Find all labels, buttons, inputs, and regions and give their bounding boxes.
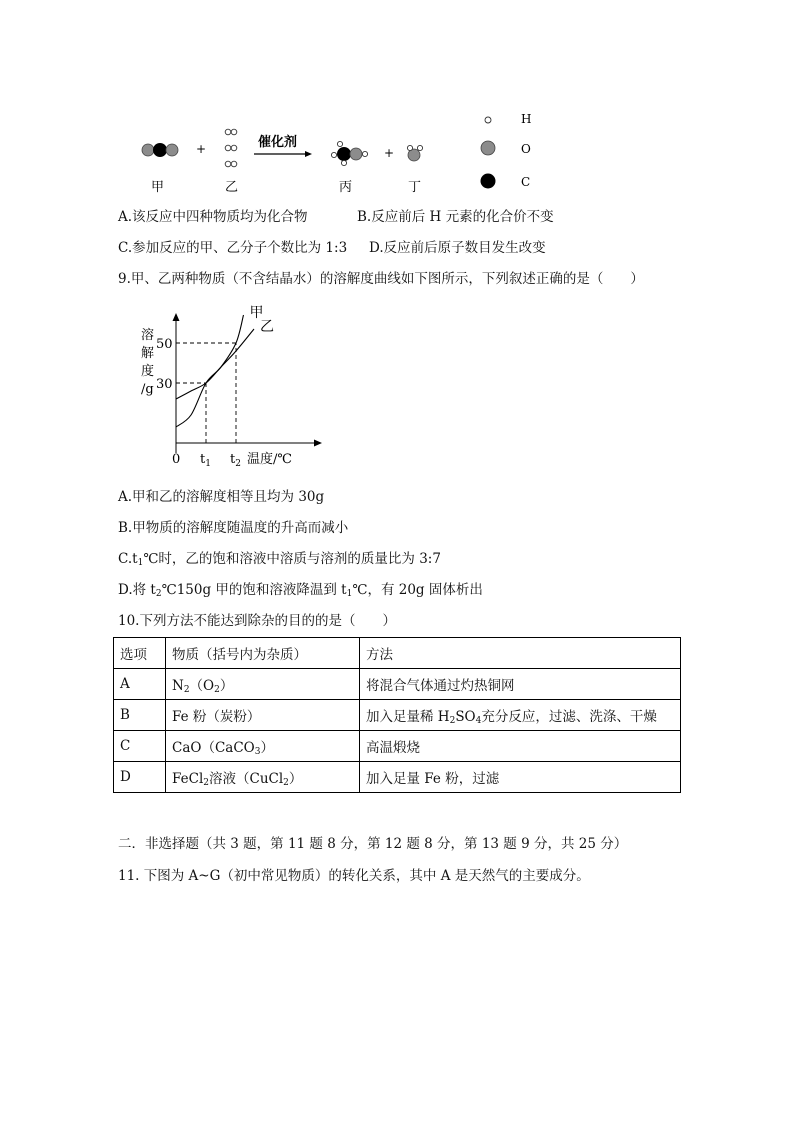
- reaction-diagram: [0, 100, 794, 200]
- table-row: [114, 669, 681, 700]
- y-tick-label: 50: [156, 337, 173, 352]
- catalyst-label: 催化剂: [258, 135, 298, 150]
- q8-option-c: C.参加反应的甲、乙分子个数比为 1:3: [118, 240, 348, 256]
- cell-method: 加入足量 Fe 粉，过滤: [360, 762, 681, 793]
- cell-method: 高温煅烧: [360, 731, 681, 762]
- label-yi: 乙: [225, 180, 239, 195]
- cell-method: 将混合气体通过灼热铜网: [360, 669, 681, 700]
- gray-atom-icon: [481, 141, 495, 155]
- black-atom-icon: [481, 174, 496, 189]
- plus-sign-2: +: [384, 146, 395, 160]
- cell-option: D: [114, 762, 166, 793]
- x-tick-subscript: 2: [235, 459, 241, 469]
- cell-substance: CaO（CaCO$_3$）: [166, 731, 360, 762]
- q11-stem: 11. 下图为 A~G（初中常见物质）的转化关系，其中 A 是天然气的主要成分。: [118, 868, 590, 884]
- legend-symbol-o: O: [521, 142, 531, 156]
- atom-legend: [481, 112, 532, 189]
- small-white-atom-icon: [485, 117, 491, 123]
- table-row: [114, 762, 681, 793]
- origin-label: 0: [172, 452, 181, 467]
- y-tick-label: 30: [156, 377, 173, 392]
- molecule-ding: [407, 145, 422, 161]
- q8-option-d: D.反应前后原子数目发生改变: [369, 240, 546, 256]
- series-line-2: [176, 329, 254, 399]
- y-axis-label-part: 度: [141, 364, 155, 379]
- cell-substance: Fe 粉（炭粉）: [166, 700, 360, 731]
- x-axis-label: 温度/℃: [247, 452, 292, 467]
- label-bing: 丙: [339, 180, 353, 195]
- label-jia: 甲: [151, 180, 165, 195]
- cell-method: 加入足量稀 $H_2SO_4$充分反应，过滤、洗涤、干燥: [360, 700, 681, 731]
- series-label-1: 甲: [249, 305, 264, 321]
- q10-table: [113, 637, 681, 793]
- table-row: [114, 700, 681, 731]
- x-tick-subscript: 1: [205, 459, 211, 469]
- cell-option: C: [114, 731, 166, 762]
- y-axis-arrow: [173, 313, 180, 321]
- series-label-2: 乙: [260, 319, 274, 335]
- section-2-heading: 二．非选择题（共 3 题，第 11 题 8 分，第 12 题 8 分，第 13 题 9 分，共 25 分）: [118, 836, 628, 852]
- q9-option-b: B.甲物质的溶解度随温度的升高而减小: [118, 520, 349, 536]
- label-ding: 丁: [408, 180, 422, 195]
- molecule-jia: [142, 143, 178, 157]
- q9-option-a: A.甲和乙的溶解度相等且均为 30g: [118, 489, 325, 505]
- y-axis-label-part: /g: [141, 382, 154, 397]
- cell-option: A: [114, 669, 166, 700]
- cell-substance: $N_2(O_2)$: [166, 669, 360, 700]
- cell-option: B: [114, 700, 166, 731]
- q8-option-a: A.该反应中四种物质均为化合物: [118, 209, 308, 225]
- header-option: 选项: [114, 638, 166, 669]
- cell-substance: FeCl$_2$溶液（CuCl$_2$）: [166, 762, 360, 793]
- series-line-1: [176, 315, 244, 427]
- x-tick-label: $t_1$: [200, 452, 211, 469]
- table-row: [114, 731, 681, 762]
- legend-symbol-h: H: [521, 112, 532, 126]
- header-method: 方法: [360, 638, 681, 669]
- q9-option-d: D.将 $t_2℃150g$ 甲的饱和溶液降温到 $t_1℃$，有 20g 固体析出: [118, 582, 483, 599]
- molecule-bing: [331, 141, 367, 165]
- q10-stem: 10.下列方法不能达到除杂的目的的是（ ）: [118, 613, 396, 629]
- plus-sign-1: +: [196, 142, 207, 156]
- q9-option-c: $C.t_1℃$时，乙的饱和溶液中溶质与溶剂的质量比为 3:7: [118, 551, 441, 568]
- header-substance: 物质（括号内为杂质）: [166, 638, 360, 669]
- y-axis-label-part: 解: [141, 346, 155, 361]
- molecule-yi: [225, 129, 237, 167]
- x-axis-arrow: [314, 440, 322, 447]
- legend-symbol-c: C: [521, 175, 531, 189]
- table-header-row: [114, 638, 681, 669]
- q9-stem: 9.甲、乙两种物质（不含结晶水）的溶解度曲线如下图所示，下列叙述正确的是（ ）: [118, 271, 644, 287]
- solubility-chart: [130, 305, 340, 470]
- y-axis-label-part: 溶: [141, 328, 155, 343]
- x-tick-label: $t_2$: [230, 452, 241, 469]
- q8-option-b: B.反应前后 H 元素的化合价不变: [357, 209, 554, 225]
- reaction-arrow: [254, 151, 312, 157]
